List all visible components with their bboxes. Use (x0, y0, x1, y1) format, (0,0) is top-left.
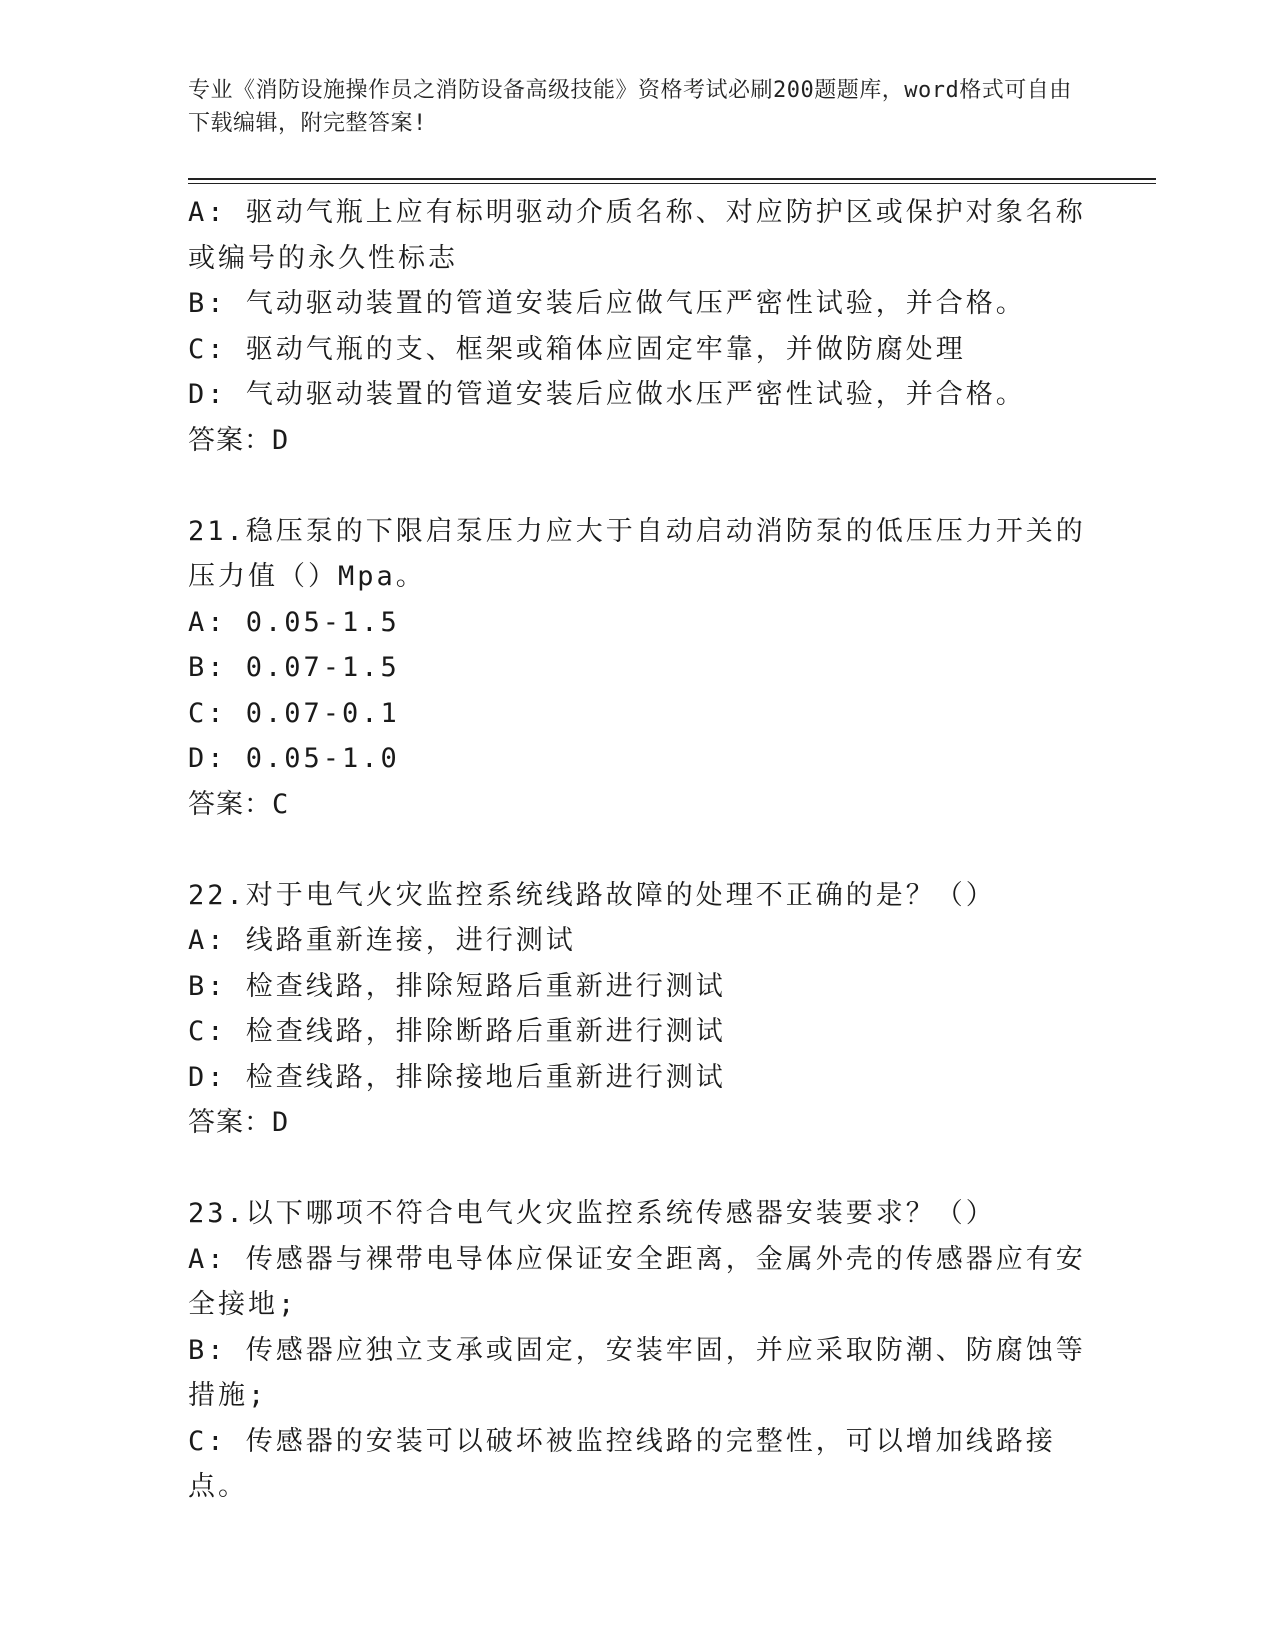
option-a: A: 驱动气瓶上应有标明驱动介质名称、对应防护区或保护对象名称或编号的永久性标志 (188, 197, 1086, 274)
answer-key: D (272, 424, 290, 456)
answer-line (188, 418, 1088, 464)
option-c: C: 检查线路，排除断路后重新进行测试 (188, 1016, 726, 1047)
option-a: A: 传感器与裸带电导体应保证安全距离，金属外壳的传感器应有安全接地; (188, 1243, 1086, 1320)
option-b: B: 气动驱动装置的管道安装后应做气压严密性试验，并合格。 (188, 288, 1026, 319)
document-header: 专业《消防设施操作员之消防设备高级技能》资格考试必刷200题题库，word格式可自由下载编辑，附完整答案! (188, 78, 1072, 136)
spacer (188, 1146, 1088, 1192)
header-divider (188, 178, 1156, 184)
question-block-22 (188, 873, 1088, 1146)
option-d: D: 检查线路，排除接地后重新进行测试 (188, 1061, 726, 1093)
question-block-20 (188, 190, 1088, 463)
header-divider-thick (188, 178, 1156, 180)
answer-label: 答案： (188, 1107, 272, 1138)
option-c: C: 传感器的安装可以破坏被监控线路的完整性，可以增加线路接点。 (188, 1425, 1056, 1502)
question-text: 23.以下哪项不符合电气火灾监控系统传感器安装要求？（） (188, 1198, 996, 1229)
option-a: A: 线路重新连接，进行测试 (188, 925, 576, 956)
answer-line (188, 782, 1088, 828)
question-text: 21.稳压泵的下限启泵压力应大于自动启动消防泵的低压压力开关的压力值（）Mpa。 (188, 515, 1086, 592)
answer-label: 答案： (188, 788, 272, 820)
answer-label: 答案： (188, 424, 272, 456)
option-b: B: 检查线路，排除短路后重新进行测试 (188, 970, 726, 1002)
question-block-23 (188, 1191, 1088, 1510)
option-a: A: 0.05-1.5 (188, 606, 400, 638)
spacer (188, 463, 1088, 509)
option-d: D: 气动驱动装置的管道安装后应做水压严密性试验，并合格。 (188, 379, 1026, 410)
answer-key: D (272, 1107, 290, 1138)
option-d: D: 0.05-1.0 (188, 743, 400, 774)
option-c: C: 驱动气瓶的支、框架或箱体应固定牢靠，并做防腐处理 (188, 333, 966, 365)
spacer (188, 827, 1088, 873)
question-text: 22.对于电气火灾监控系统线路故障的处理不正确的是？（） (188, 879, 996, 911)
option-c: C: 0.07-0.1 (188, 697, 400, 729)
header-divider-thin (188, 183, 1156, 184)
answer-key: C (272, 788, 290, 820)
answer-line (188, 1100, 1088, 1146)
question-content (188, 190, 1088, 1510)
option-b: B: 0.07-1.5 (188, 652, 400, 683)
question-block-21 (188, 509, 1088, 828)
option-b: B: 传感器应独立支承或固定，安装牢固，并应采取防潮、防腐蚀等措施; (188, 1334, 1086, 1411)
